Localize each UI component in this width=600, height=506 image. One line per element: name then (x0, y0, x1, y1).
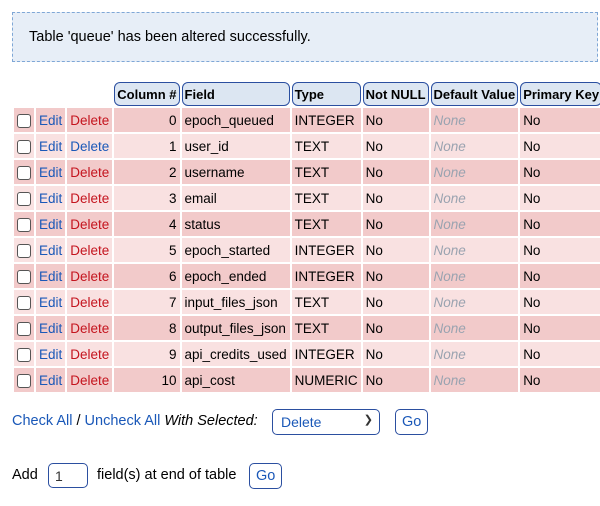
edit-cell (36, 212, 65, 236)
delete-link[interactable]: Delete (70, 164, 110, 180)
not-null-value: No (363, 160, 429, 184)
edit-link[interactable]: Edit (39, 320, 63, 336)
action-select-value: Delete (281, 414, 322, 430)
primary-key-value: No (520, 108, 600, 132)
delete-cell (67, 186, 112, 210)
table-header-row (14, 82, 600, 106)
field-name: username (182, 160, 290, 184)
not-null-value: No (363, 264, 429, 288)
default-value: None (431, 212, 519, 236)
not-null-value: No (363, 238, 429, 262)
field-type: INTEGER (292, 108, 361, 132)
not-null-value: No (363, 186, 429, 210)
row-checkbox[interactable] (17, 140, 31, 154)
primary-key-value: No (520, 368, 600, 392)
table-row (14, 264, 600, 288)
default-value: None (431, 342, 519, 366)
field-type: NUMERIC (292, 368, 361, 392)
row-checkbox-cell (14, 264, 34, 288)
default-value: None (431, 160, 519, 184)
delete-link[interactable]: Delete (70, 190, 110, 206)
chevron-down-icon: ❯ (363, 414, 373, 426)
delete-cell (67, 212, 112, 236)
table-row (14, 368, 600, 392)
column-number: 4 (114, 212, 179, 236)
column-number: 7 (114, 290, 179, 314)
row-checkbox[interactable] (17, 322, 31, 336)
primary-key-value: No (520, 264, 600, 288)
row-checkbox-cell (14, 342, 34, 366)
row-checkbox[interactable] (17, 192, 31, 206)
edit-link[interactable]: Edit (39, 216, 63, 232)
delete-link[interactable]: Delete (70, 294, 110, 310)
row-checkbox[interactable] (17, 166, 31, 180)
column-number: 2 (114, 160, 179, 184)
delete-cell (67, 368, 112, 392)
success-message: Table 'queue' has been altered successfully. (12, 12, 598, 62)
check-all-link[interactable]: Check All (12, 413, 73, 429)
field-name: user_id (182, 134, 290, 158)
edit-link[interactable]: Edit (39, 112, 63, 128)
edit-cell (36, 108, 65, 132)
field-name: email (182, 186, 290, 210)
not-null-value: No (363, 368, 429, 392)
edit-link[interactable]: Edit (39, 242, 63, 258)
default-value: None (431, 238, 519, 262)
edit-link[interactable]: Edit (39, 346, 63, 362)
row-checkbox-cell (14, 134, 34, 158)
row-checkbox-cell (14, 238, 34, 262)
field-type: TEXT (292, 290, 361, 314)
default-value: None (431, 316, 519, 340)
primary-key-value: No (520, 134, 600, 158)
primary-key-value: No (520, 160, 600, 184)
row-checkbox[interactable] (17, 296, 31, 310)
header-spacer (36, 82, 65, 106)
table-row (14, 316, 600, 340)
field-type: TEXT (292, 160, 361, 184)
header-primary-key: Primary Key (520, 82, 600, 106)
default-value: None (431, 368, 519, 392)
field-type: TEXT (292, 212, 361, 236)
row-checkbox-cell (14, 316, 34, 340)
delete-link[interactable]: Delete (70, 242, 110, 258)
header-not-null: Not NULL (363, 82, 429, 106)
not-null-value: No (363, 290, 429, 314)
field-type: TEXT (292, 316, 361, 340)
delete-link[interactable]: Delete (70, 268, 110, 284)
table-row (14, 290, 600, 314)
row-checkbox[interactable] (17, 348, 31, 362)
go-button[interactable]: Go (395, 409, 428, 435)
field-type: TEXT (292, 186, 361, 210)
row-checkbox[interactable] (17, 218, 31, 232)
delete-link[interactable]: Delete (70, 112, 110, 128)
delete-link[interactable]: Delete (70, 138, 110, 154)
row-checkbox[interactable] (17, 374, 31, 388)
not-null-value: No (363, 316, 429, 340)
separator: / (72, 413, 85, 429)
field-name: api_credits_used (182, 342, 290, 366)
row-checkbox[interactable] (17, 270, 31, 284)
row-checkbox-cell (14, 160, 34, 184)
default-value: None (431, 264, 519, 288)
action-select[interactable] (272, 409, 380, 435)
with-selected-label: With Selected: (164, 413, 258, 429)
column-number: 8 (114, 316, 179, 340)
primary-key-value: No (520, 186, 600, 210)
not-null-value: No (363, 108, 429, 132)
default-value: None (431, 186, 519, 210)
column-number: 10 (114, 368, 179, 392)
primary-key-value: No (520, 290, 600, 314)
delete-link[interactable]: Delete (70, 372, 110, 388)
add-go-button[interactable]: Go (249, 463, 282, 489)
header-field: Field (182, 82, 290, 106)
default-value: None (431, 290, 519, 314)
default-value: None (431, 134, 519, 158)
primary-key-value: No (520, 342, 600, 366)
not-null-value: No (363, 212, 429, 236)
edit-link[interactable]: Edit (39, 190, 63, 206)
edit-cell (36, 238, 65, 262)
edit-cell (36, 316, 65, 340)
selection-controls (12, 413, 258, 429)
delete-cell (67, 290, 112, 314)
delete-link[interactable]: Delete (70, 320, 110, 336)
delete-cell (67, 316, 112, 340)
delete-cell (67, 160, 112, 184)
row-checkbox-cell (14, 108, 34, 132)
primary-key-value: No (520, 238, 600, 262)
delete-link[interactable]: Delete (70, 216, 110, 232)
field-name: input_files_json (182, 290, 290, 314)
primary-key-value: No (520, 212, 600, 236)
edit-cell (36, 290, 65, 314)
delete-cell (67, 108, 112, 132)
field-type: INTEGER (292, 342, 361, 366)
edit-link[interactable]: Edit (39, 294, 63, 310)
not-null-value: No (363, 342, 429, 366)
edit-cell (36, 160, 65, 184)
column-number: 5 (114, 238, 179, 262)
edit-cell (36, 134, 65, 158)
row-checkbox-cell (14, 186, 34, 210)
column-number: 3 (114, 186, 179, 210)
header-spacer (14, 82, 34, 106)
delete-cell (67, 342, 112, 366)
not-null-value: No (363, 134, 429, 158)
table-row (14, 186, 600, 210)
fields-table (12, 80, 600, 394)
edit-cell (36, 264, 65, 288)
table-row (14, 238, 600, 262)
table-row (14, 134, 600, 158)
field-count-input[interactable]: 1 (48, 463, 88, 488)
field-type: INTEGER (292, 238, 361, 262)
edit-link[interactable]: Edit (39, 372, 63, 388)
header-spacer (67, 82, 112, 106)
edit-link[interactable]: Edit (39, 164, 63, 180)
row-checkbox[interactable] (17, 244, 31, 258)
delete-cell (67, 134, 112, 158)
delete-link[interactable]: Delete (70, 346, 110, 362)
field-name: api_cost (182, 368, 290, 392)
default-value: None (431, 108, 519, 132)
row-checkbox-cell (14, 212, 34, 236)
column-number: 6 (114, 264, 179, 288)
edit-link[interactable]: Edit (39, 138, 63, 154)
primary-key-value: No (520, 316, 600, 340)
uncheck-all-link[interactable]: Uncheck All (84, 413, 161, 429)
edit-link[interactable]: Edit (39, 268, 63, 284)
delete-cell (67, 238, 112, 262)
edit-cell (36, 342, 65, 366)
edit-cell (36, 186, 65, 210)
column-number: 9 (114, 342, 179, 366)
row-checkbox-cell (14, 368, 34, 392)
field-name: status (182, 212, 290, 236)
edit-cell (36, 368, 65, 392)
table-row (14, 160, 600, 184)
row-checkbox[interactable] (17, 114, 31, 128)
delete-cell (67, 264, 112, 288)
column-number: 0 (114, 108, 179, 132)
table-row (14, 108, 600, 132)
column-number: 1 (114, 134, 179, 158)
add-label: Add (12, 467, 38, 483)
field-name: epoch_ended (182, 264, 290, 288)
header-type: Type (292, 82, 361, 106)
field-type: TEXT (292, 134, 361, 158)
field-name: epoch_queued (182, 108, 290, 132)
field-type: INTEGER (292, 264, 361, 288)
header-column-number: Column # (114, 82, 179, 106)
table-row (14, 212, 600, 236)
field-name: epoch_started (182, 238, 290, 262)
table-row (14, 342, 600, 366)
header-default-value: Default Value (431, 82, 519, 106)
row-checkbox-cell (14, 290, 34, 314)
field-name: output_files_json (182, 316, 290, 340)
add-suffix-label: field(s) at end of table (97, 467, 237, 483)
